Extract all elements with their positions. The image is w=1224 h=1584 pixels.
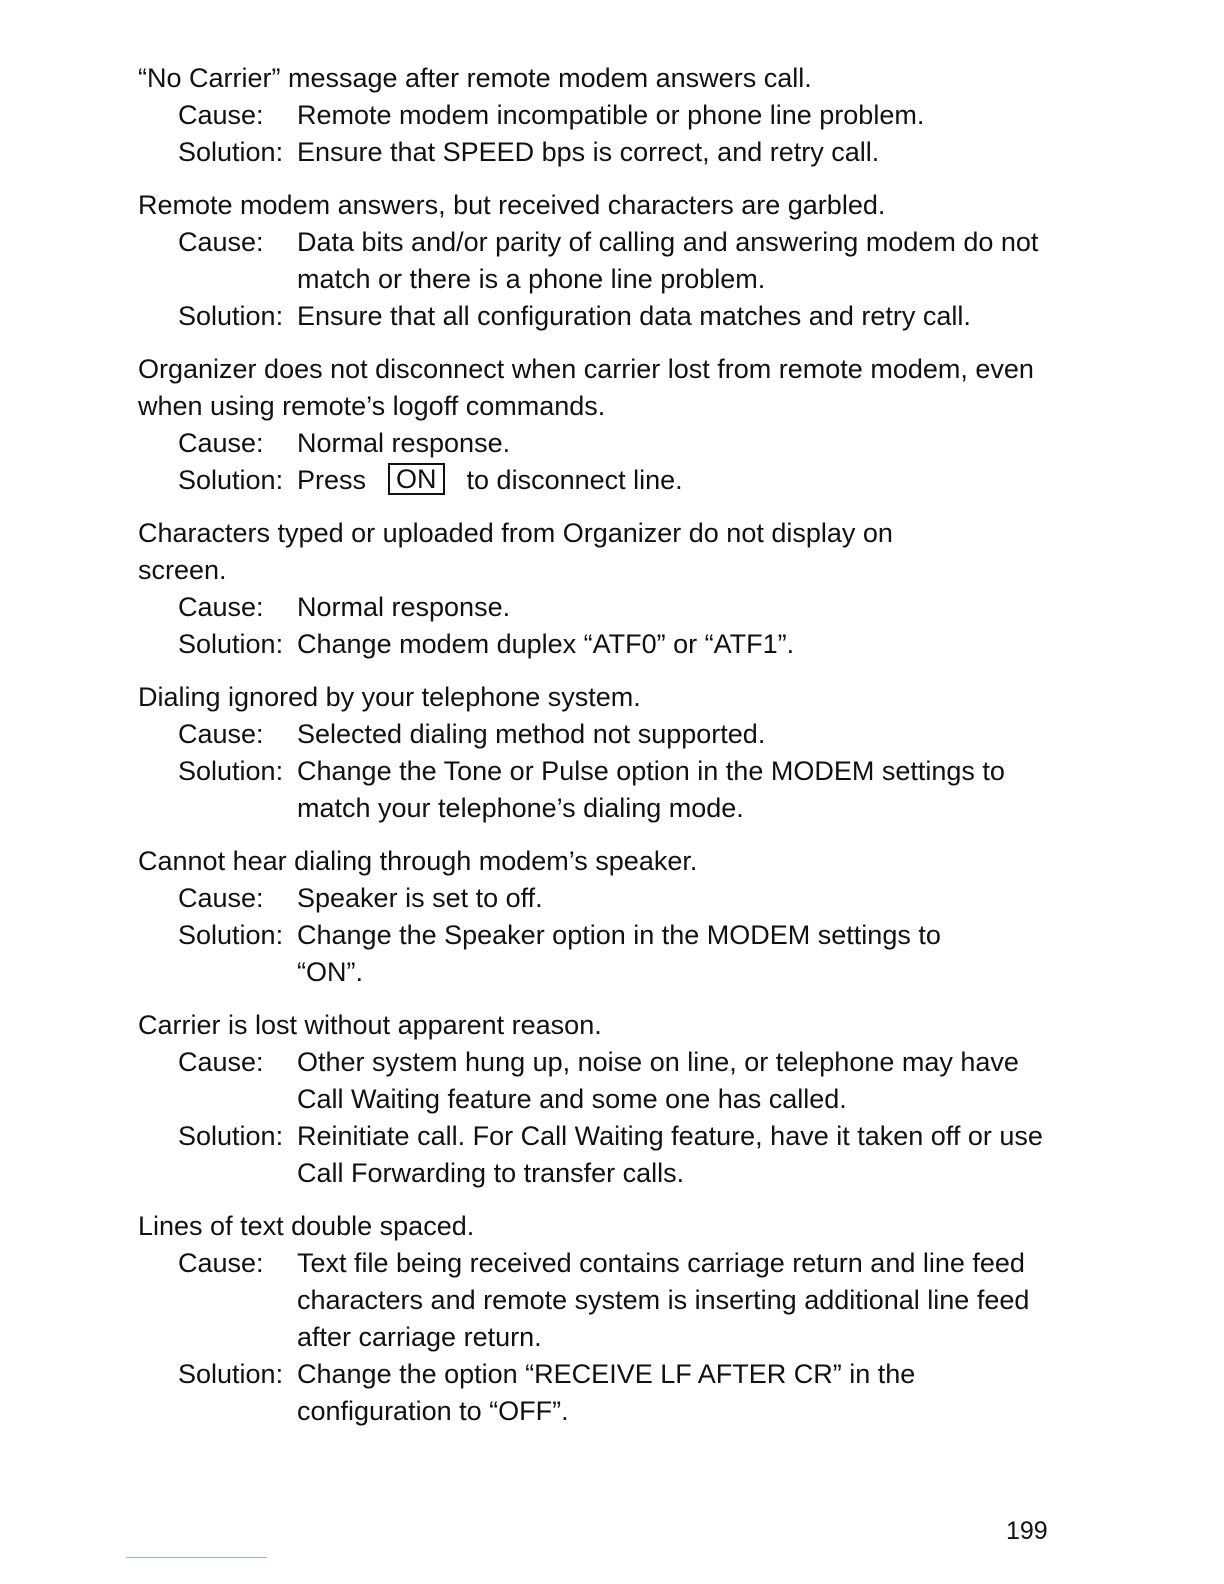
cause-text: Data bits and/or parity of calling and answering modem do not match or there is a phone line problem. (297, 227, 1039, 294)
solution-label: Solution: (178, 137, 284, 167)
solution-label: Solution: (178, 465, 284, 495)
solution-label: Solution: (178, 1359, 284, 1389)
troubleshooting-entry (138, 1007, 1058, 1192)
cause-label: Cause: (178, 100, 264, 130)
cause-row (138, 97, 1058, 134)
solution-label: Solution: (178, 629, 284, 659)
cause-row (138, 1245, 1058, 1356)
cause-label: Cause: (178, 883, 264, 913)
solution-press-text: Press (297, 465, 367, 495)
problem-text: Cannot hear dialing through modem’s speaker. (138, 846, 698, 876)
cause-text: Selected dialing method not supported. (297, 719, 766, 749)
troubleshooting-entry (138, 60, 1058, 171)
cause-label: Cause: (178, 719, 264, 749)
cause-row (138, 589, 1058, 626)
solution-label: Solution: (178, 1121, 284, 1151)
troubleshooting-entry (138, 843, 1058, 991)
cause-text: Normal response. (297, 428, 511, 458)
solution-row (138, 626, 1058, 663)
solution-text (297, 462, 1058, 499)
solution-text: Reinitiate call. For Call Waiting feature, have it taken off or use Call Forwarding to transfer calls. (297, 1121, 1043, 1188)
problem-text: Remote modem answers, but received characters are garbled. (138, 190, 886, 220)
cause-text: Other system hung up, noise on line, or telephone may have Call Waiting feature and some one has called. (297, 1047, 1019, 1114)
cause-label: Cause: (178, 428, 264, 458)
solution-after-key-text: to disconnect line. (466, 465, 683, 495)
solution-label: Solution: (178, 756, 284, 786)
cause-text: Text file being received contains carriage return and line feed characters and remote system is inserting additional line feed after carriage return. (297, 1248, 1030, 1352)
cause-row (138, 880, 1058, 917)
on-key-icon: ON (388, 463, 445, 495)
cause-label: Cause: (178, 1047, 264, 1077)
solution-row (138, 753, 1058, 827)
problem-text: Lines of text double spaced. (138, 1211, 475, 1241)
cause-row (138, 716, 1058, 753)
solution-text: Ensure that SPEED bps is correct, and retry call. (297, 137, 880, 167)
solution-label: Solution: (178, 301, 284, 331)
troubleshooting-entry (138, 187, 1058, 335)
cause-text: Speaker is set to off. (297, 883, 543, 913)
page-number: 199 (1006, 1517, 1048, 1545)
problem-text: Carrier is lost without apparent reason. (138, 1010, 602, 1040)
problem-text: Organizer does not disconnect when carrier lost from remote modem, even when using remote’s logoff commands. (138, 354, 1034, 421)
cause-row (138, 1044, 1058, 1118)
cause-label: Cause: (178, 227, 264, 257)
troubleshooting-list (138, 60, 1058, 1446)
cause-row (138, 224, 1058, 298)
cause-text: Remote modem incompatible or phone line problem. (297, 100, 925, 130)
cause-label: Cause: (178, 592, 264, 622)
solution-text: Change modem duplex “ATF0” or “ATF1”. (297, 629, 795, 659)
solution-row (138, 462, 1058, 499)
problem-text: Characters typed or uploaded from Organizer do not display on screen. (138, 518, 893, 585)
troubleshooting-entry (138, 679, 1058, 827)
solution-label: Solution: (178, 920, 284, 950)
cause-label: Cause: (178, 1248, 264, 1278)
solution-row (138, 1356, 1058, 1430)
solution-row (138, 298, 1058, 335)
cause-text: Normal response. (297, 592, 511, 622)
solution-row (138, 917, 1058, 991)
solution-row (138, 134, 1058, 171)
solution-text: Ensure that all configuration data matches and retry call. (297, 301, 971, 331)
problem-text: Dialing ignored by your telephone system. (138, 682, 641, 712)
solution-text: Change the option “RECEIVE LF AFTER CR” in the configuration to “OFF”. (297, 1359, 916, 1426)
troubleshooting-entry (138, 1208, 1058, 1430)
problem-text: “No Carrier” message after remote modem answers call. (138, 63, 812, 93)
solution-text: Change the Speaker option in the MODEM settings to “ON”. (297, 920, 941, 987)
solution-row (138, 1118, 1058, 1192)
troubleshooting-entry (138, 515, 1058, 663)
footer-rule (126, 1557, 267, 1558)
troubleshooting-entry (138, 351, 1058, 499)
cause-row (138, 425, 1058, 462)
solution-text: Change the Tone or Pulse option in the MODEM settings to match your telephone’s dialing mode. (297, 756, 1005, 823)
